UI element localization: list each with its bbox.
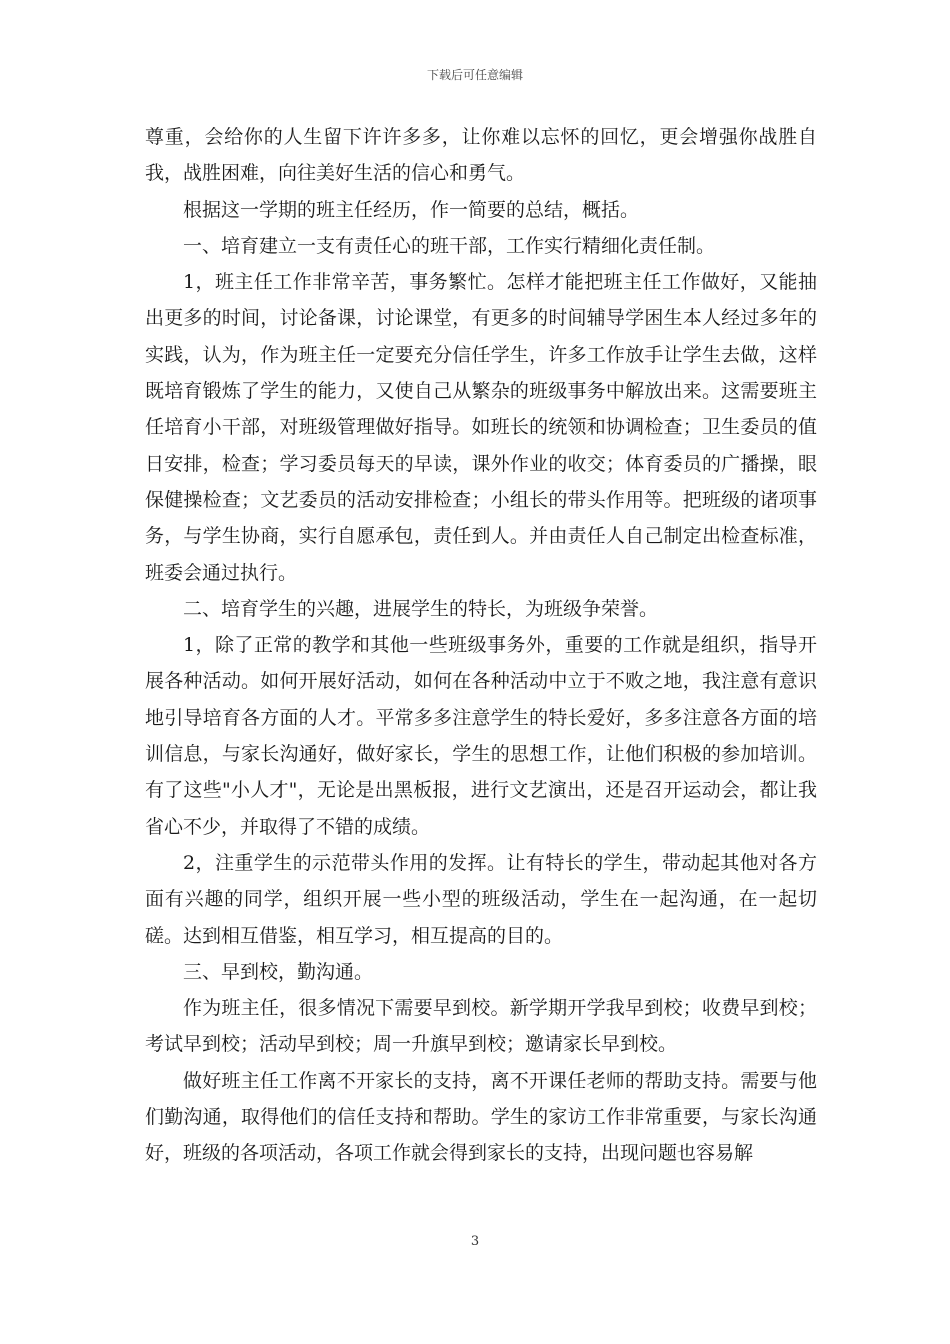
paragraph: 作为班主任，很多情况下需要早到校。新学期开学我早到校；收费早到校；考试早到校；活动早到校；周一升旗早到校；邀请家长早到校。 xyxy=(145,997,817,1056)
section-heading-1: 一、培育建立一支有责任心的班干部，工作实行精细化责任制。 xyxy=(183,234,716,257)
paragraph-continuation: 尊重，会给你的人生留下许许多多，让你难以忘怀的回忆，更会增强你战胜自我，战胜困难，向往美好生活的信心和勇气。 xyxy=(145,126,817,185)
paragraph-intro: 根据这一学期的班主任经历，作一简要的总结，概括。 xyxy=(183,198,640,221)
section-heading-2: 二、培育学生的兴趣，进展学生的特长，为班级争荣誉。 xyxy=(183,597,659,620)
paragraph: 1，除了正常的教学和其他一些班级事务外，重要的工作就是组织，指导开展各种活动。如何开展好活动，如何在各种活动中立于不败之地，我注意有意识地引导培育各方面的人才。平常多多注意学生的特长爱好，多多注意各方面的培训信息，与家长沟通好，做好家长，学生的思想工作，让他们积极的参加培训。有了这些"小人才"，无论是出黑板报，进行文艺演出，还是召开运动会，都让我省心不少，并取得了不错的成绩。 xyxy=(145,634,817,838)
section-heading-3: 三、早到校，勤沟通。 xyxy=(183,960,374,983)
paragraph: 2，注重学生的示范带头作用的发挥。让有特长的学生，带动起其他对各方面有兴趣的同学，组织开展一些小型的班级活动，学生在一起沟通，在一起切磋。达到相互借鉴，相互学习，相互提高的目的。 xyxy=(145,851,817,947)
page-header: 下载后可任意编辑 xyxy=(426,68,523,82)
paragraph: 做好班主任工作离不开家长的支持，离不开课任老师的帮助支持。需要与他们勤沟通，取得他们的信任支持和帮助。学生的家访工作非常重要，与家长沟通好，班级的各项活动，各项工作就会得到家长的支持，出现问题也容易解 xyxy=(145,1069,817,1165)
document-body xyxy=(145,119,817,1172)
page-number: 3 xyxy=(470,1234,480,1249)
paragraph: 1，班主任工作非常辛苦，事务繁忙。怎样才能把班主任工作做好，又能抽出更多的时间，讨论备课，讨论课堂，有更多的时间辅导学困生本人经过多年的实践，认为，作为班主任一定要充分信任学生，许多工作放手让学生去做，这样既培育锻炼了学生的能力，又使自己从繁杂的班级事务中解放出来。这需要班主任培育小干部，对班级管理做好指导。如班长的统领和协调检查；卫生委员的值日安排，检查；学习委员每天的早读，课外作业的收交；体育委员的广播操，眼保健操检查；文艺委员的活动安排检查；小组长的带头作用等。把班级的诸项事务，与学生协商，实行自愿承包，责任到人。并由责任人自己制定出检查标准，班委会通过执行。 xyxy=(145,271,817,584)
